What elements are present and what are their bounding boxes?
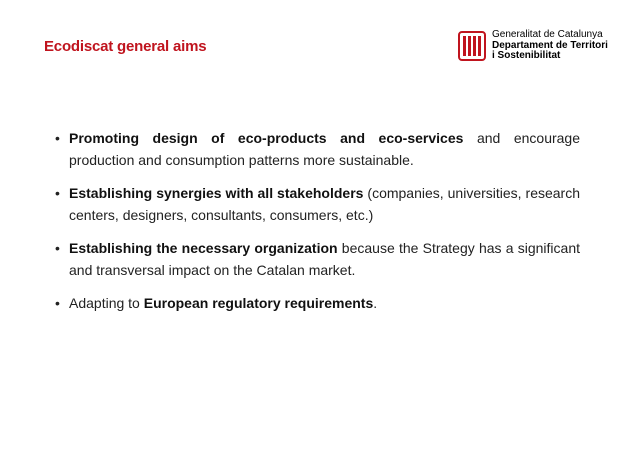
bullet-bold: Establishing the necessary organization — [69, 240, 338, 256]
bullet-rest: because the Strategy has a significant and transversal impact on the Catalan market. — [69, 240, 580, 278]
list-item — [55, 182, 580, 226]
logo-text — [492, 30, 608, 62]
list-item — [55, 127, 580, 171]
bullet-rest: . — [373, 295, 378, 311]
bullet-rest: and encourage production and consumption patterns more sustainable. — [69, 130, 580, 168]
list-item — [55, 237, 580, 281]
logo-line-3: i Sostenibilitat — [492, 50, 561, 61]
bullet-bold: Promoting design of eco-products and eco-services — [69, 130, 464, 146]
generalitat-bars-icon — [458, 31, 486, 61]
bullet-rest: (companies, universities, research centers, designers, consultants, consumers, etc.) — [69, 185, 580, 223]
logo-line-1: Generalitat de Catalunya — [492, 29, 603, 40]
list-item — [55, 292, 580, 314]
slide-title: Ecodiscat general aims — [44, 38, 207, 55]
logo-line-2: Departament de Territori — [492, 39, 608, 51]
aims-list — [55, 127, 580, 325]
bullet-bold: European regulatory requirements — [143, 295, 374, 311]
bullet-prefix: Adapting to — [69, 295, 144, 311]
generalitat-logo — [458, 30, 608, 62]
bullet-bold: Establishing synergies with all stakeholders — [69, 185, 364, 201]
